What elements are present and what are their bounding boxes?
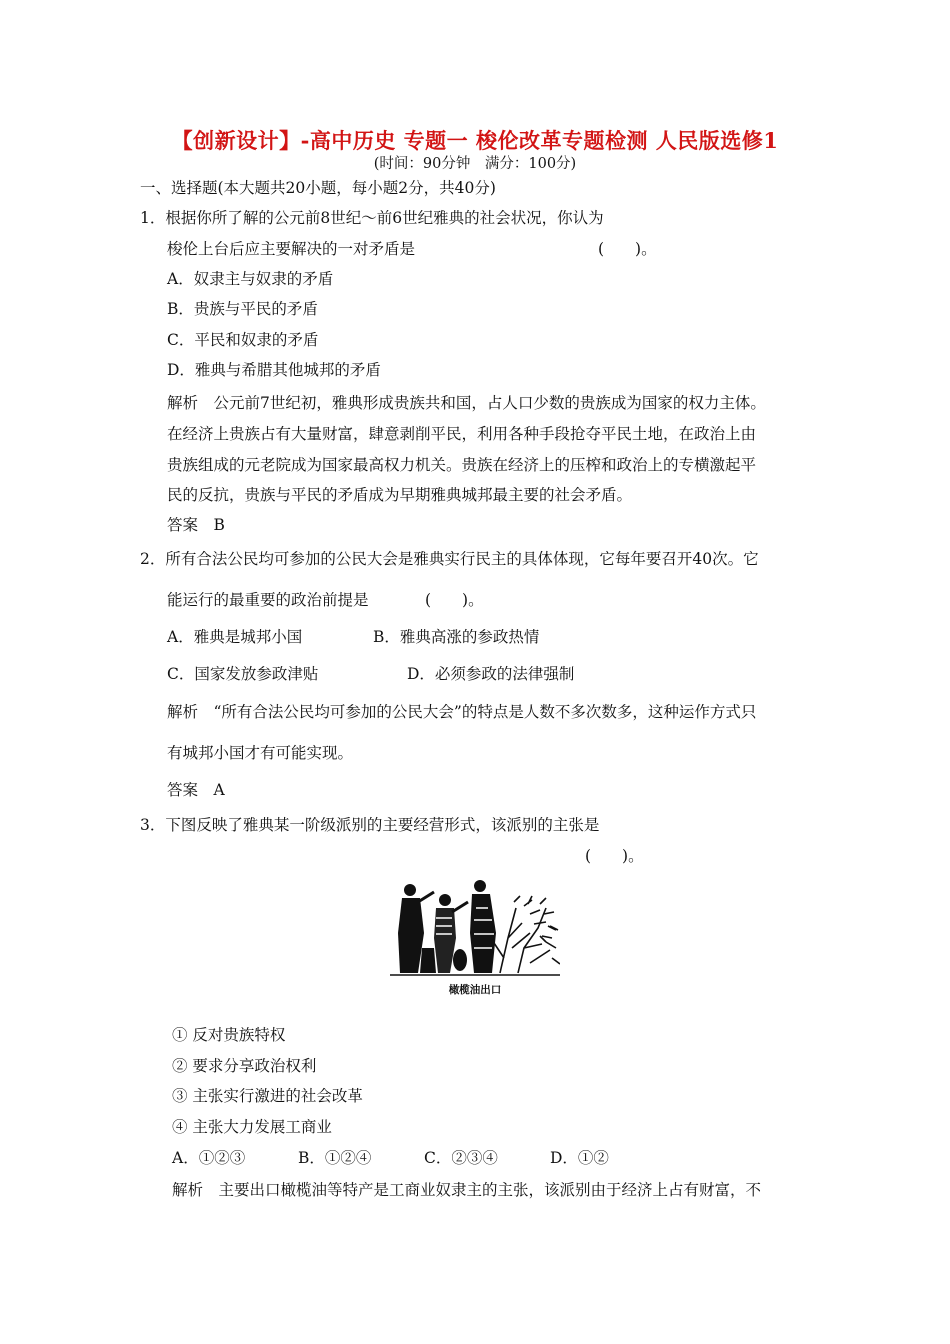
q2-analysis-line2: 有城邦小国才有可能实现。 bbox=[167, 744, 354, 762]
q1-option-b: B．贵族与平民的矛盾 bbox=[167, 300, 318, 318]
q2-option-a: A．雅典是城邦小国 bbox=[167, 628, 303, 646]
q2-stem-line2: 能运行的最重要的政治前提是 bbox=[167, 591, 369, 609]
page-title: 【创新设计】-高中历史 专题一 梭伦改革专题检测 人民版选修1 bbox=[171, 128, 779, 153]
q3-option-c: C．②③④ bbox=[424, 1149, 498, 1167]
q3-analysis: 解析 主要出口橄榄油等特产是工商业奴隶主的主张，该派别由于经济上占有财富，不 bbox=[172, 1181, 762, 1199]
q1-stem-line1: 1．根据你所了解的公元前8世纪～前6世纪雅典的社会状况，你认为 bbox=[140, 209, 604, 227]
exam-info: (时间：90分钟 满分：100分) bbox=[373, 156, 577, 172]
q2-option-b: B．雅典高涨的参政热情 bbox=[373, 628, 540, 646]
olive-oil-export-illustration bbox=[390, 878, 560, 997]
q1-answer: 答案 B bbox=[167, 516, 225, 534]
figure-caption: 橄榄油出口 bbox=[448, 984, 502, 996]
q2-answer: 答案 A bbox=[167, 781, 225, 799]
q3-option-a: A．①②③ bbox=[172, 1149, 246, 1167]
q3-option-b: B．①②④ bbox=[298, 1149, 372, 1167]
q1-option-c: C．平民和奴隶的矛盾 bbox=[167, 331, 319, 349]
q3-stem: 3．下图反映了雅典某一阶级派别的主要经营形式，该派别的主张是 bbox=[140, 816, 600, 834]
q2-option-c: C．国家发放参政津贴 bbox=[167, 665, 319, 683]
figure-drawing bbox=[390, 878, 560, 978]
q2-analysis-line1: 解析 “所有合法公民均可参加的公民大会”的特点是人数不多次数多，这种运作方式只 bbox=[167, 703, 757, 721]
q2-blank: ( )。 bbox=[425, 591, 484, 609]
q1-analysis-line4: 民的反抗，贵族与平民的矛盾成为早期雅典城邦最主要的社会矛盾。 bbox=[167, 486, 633, 504]
q1-option-d: D．雅典与希腊其他城邦的矛盾 bbox=[167, 361, 381, 379]
q3-option-d: D．①② bbox=[550, 1149, 609, 1167]
q1-analysis-line2: 在经济上贵族占有大量财富，肆意剥削平民，利用各种手段抢夺平民土地，在政治上由 bbox=[167, 425, 757, 443]
q3-item-2: ② 要求分享政治权利 bbox=[172, 1057, 317, 1075]
q1-analysis-line1: 解析 公元前7世纪初，雅典形成贵族共和国，占人口少数的贵族成为国家的权力主体。 bbox=[167, 394, 766, 412]
q1-option-a: A．奴隶主与奴隶的矛盾 bbox=[167, 270, 334, 288]
q1-stem-line2: 梭伦上台后应主要解决的一对矛盾是 bbox=[167, 240, 416, 258]
q3-item-1: ① 反对贵族特权 bbox=[172, 1026, 286, 1044]
q3-blank: ( )。 bbox=[585, 847, 644, 865]
q1-blank: ( )。 bbox=[598, 240, 657, 258]
q2-option-d: D．必须参政的法律强制 bbox=[407, 665, 575, 683]
q3-item-3: ③ 主张实行激进的社会改革 bbox=[172, 1087, 363, 1105]
q1-analysis-line3: 贵族组成的元老院成为国家最高权力机关。贵族在经济上的压榨和政治上的专横激起平 bbox=[167, 456, 757, 474]
section-heading: 一、选择题(本大题共20小题，每小题2分，共40分) bbox=[140, 179, 496, 197]
q3-item-4: ④ 主张大力发展工商业 bbox=[172, 1118, 332, 1136]
q2-stem-line1: 2．所有合法公民均可参加的公民大会是雅典实行民主的具体体现，它每年要召开40次。它 bbox=[140, 550, 759, 568]
